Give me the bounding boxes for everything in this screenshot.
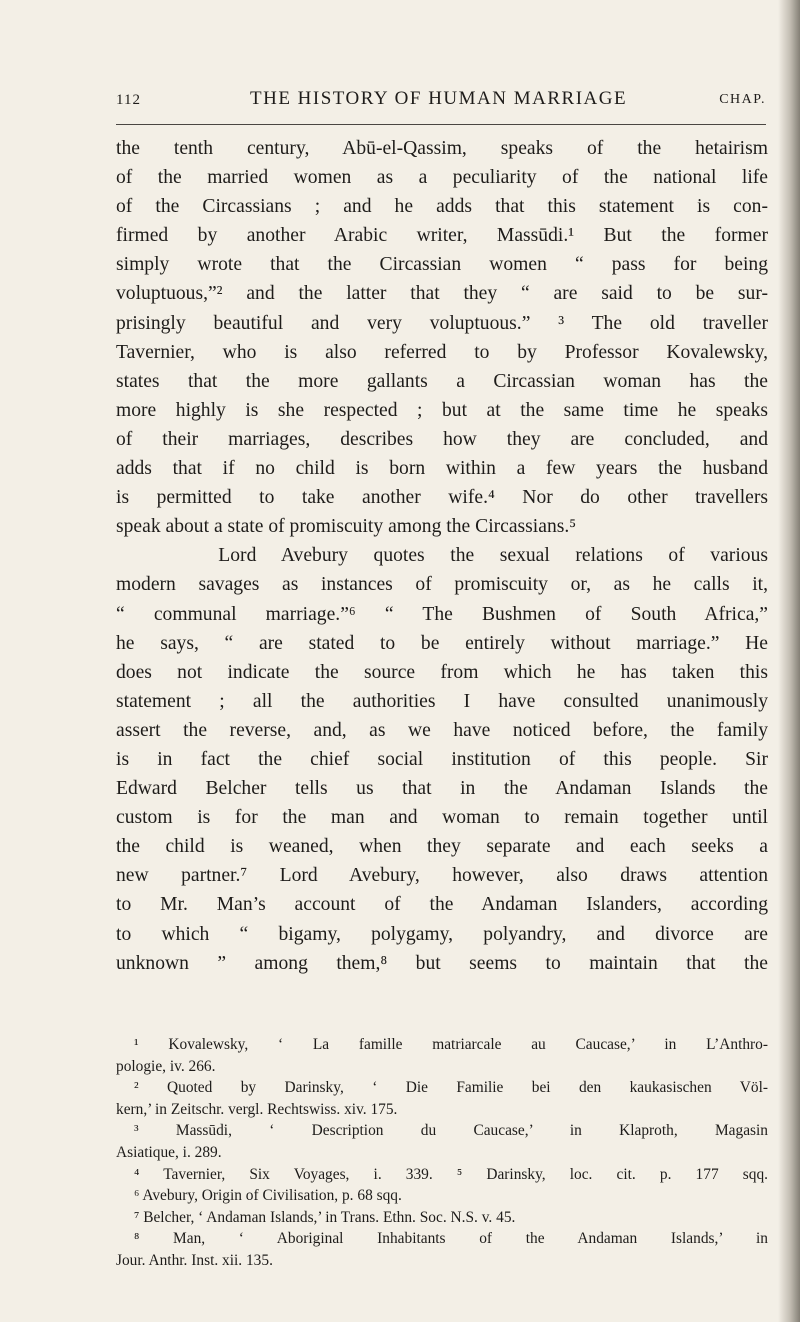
footnote-line: ⁶ Avebury, Origin of Civilisation, p. 68 sqq. bbox=[134, 1187, 402, 1205]
page-number: 112 bbox=[116, 92, 141, 108]
chapter-label: CHAP. bbox=[719, 92, 766, 107]
body-line: Lord Avebury quotes the sexual relations of various bbox=[116, 545, 768, 567]
body-line: simply wrote that the Circassian women “ pass for being bbox=[116, 254, 768, 276]
running-title: THE HISTORY OF HUMAN MARRIAGE bbox=[250, 88, 628, 109]
body-line: the tenth century, Abū-el-Qassim, speaks of the hetairism bbox=[116, 138, 768, 159]
body-line: does not indicate the source from which he has taken this bbox=[116, 661, 768, 683]
body-line: Tavernier, who is also referred to by Professor Kovalewsky, bbox=[116, 341, 768, 363]
body-line: adds that if no child is born within a few years the husband bbox=[116, 458, 768, 480]
header-rule bbox=[116, 124, 766, 125]
body-line: speak about a state of promiscuity among the Circassians.⁵ bbox=[116, 516, 577, 538]
footnote-line: ⁸ Man, ‘ Aboriginal Inhabitants of the Andaman Islands,’ in bbox=[134, 1230, 768, 1248]
body-line: he says, “ are stated to be entirely without marriage.” He bbox=[116, 632, 768, 654]
footnote-line: pologie, iv. 266. bbox=[116, 1057, 216, 1075]
footnote-line: ¹ Kovalewsky, ‘ La famille matriarcale au Caucase,’ in L’Anthro- bbox=[134, 1036, 768, 1053]
body-line: “ communal marriage.”⁶ “ The Bushmen of South Africa,” bbox=[116, 603, 768, 625]
footnote-line: ² Quoted by Darinsky, ‘ Die Familie bei den kaukasischen Völ- bbox=[134, 1079, 768, 1097]
body-line: statement ; all the authorities I have consulted unanimously bbox=[116, 690, 768, 712]
footnote-line: ³ Massūdi, ‘ Description du Caucase,’ in Klaproth, Magasin bbox=[134, 1122, 768, 1140]
body-line: assert the reverse, and, as we have noticed before, the family bbox=[116, 719, 768, 741]
running-header bbox=[116, 88, 768, 114]
body-line: the child is weaned, when they separate and each seeks a bbox=[116, 836, 768, 858]
body-line: more highly is she respected ; but at the same time he speaks bbox=[116, 399, 768, 421]
body-line: of their marriages, describes how they are concluded, and bbox=[116, 428, 768, 450]
body-line: of the Circassians ; and he adds that this statement is con- bbox=[116, 196, 768, 218]
body-line: prisingly beautiful and very voluptuous.” ³ The old traveller bbox=[116, 312, 768, 334]
body-line: Edward Belcher tells us that in the Andaman Islands the bbox=[116, 778, 768, 800]
footnote-line: ⁷ Belcher, ‘ Andaman Islands,’ in Trans. Ethn. Soc. N.S. v. 45. bbox=[134, 1208, 516, 1226]
footnote-line: kern,’ in Zeitschr. vergl. Rechtswiss. xiv. 175. bbox=[116, 1100, 398, 1118]
body-line: new partner.⁷ Lord Avebury, however, also draws attention bbox=[116, 865, 768, 887]
footnote-line: Asiatique, i. 289. bbox=[116, 1143, 222, 1161]
body-line: voluptuous,”² and the latter that they “ are said to be sur- bbox=[116, 283, 768, 305]
body-text bbox=[116, 134, 768, 978]
body-line: to Mr. Man’s account of the Andaman Islanders, according bbox=[116, 894, 768, 916]
body-line: is in fact the chief social institution of this people. Sir bbox=[116, 748, 768, 770]
footnote-line: ⁴ Tavernier, Six Voyages, i. 339. ⁵ Darinsky, loc. cit. p. 177 sqq. bbox=[134, 1165, 768, 1183]
body-line: custom is for the man and woman to remain together until bbox=[116, 807, 768, 829]
footnotes bbox=[116, 1034, 768, 1272]
page-edge-shadow bbox=[778, 0, 800, 1322]
body-line: firmed by another Arabic writer, Massūdi.¹ But the former bbox=[116, 225, 768, 247]
body-line: unknown ” among them,⁸ but seems to maintain that the bbox=[116, 952, 768, 974]
footnote-line: Jour. Anthr. Inst. xii. 135. bbox=[116, 1251, 273, 1269]
body-line: is permitted to take another wife.⁴ Nor do other travellers bbox=[116, 487, 768, 509]
body-line: to which “ bigamy, polygamy, polyandry, and divorce are bbox=[116, 923, 768, 945]
body-line: states that the more gallants a Circassian woman has the bbox=[116, 370, 768, 392]
body-line: of the married women as a peculiarity of the national life bbox=[116, 167, 768, 189]
body-line: modern savages as instances of promiscuity or, as he calls it, bbox=[116, 574, 768, 596]
